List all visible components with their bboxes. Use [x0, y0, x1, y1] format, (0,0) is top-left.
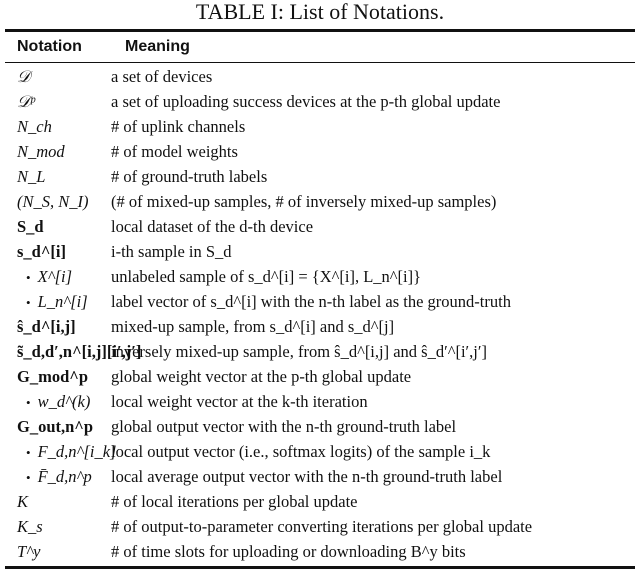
- notation-symbol: G_mod^p: [17, 366, 89, 386]
- notation-symbol: • X^[i]: [0, 267, 111, 287]
- table-row: [0, 189, 640, 214]
- table-row: [0, 114, 640, 139]
- notation-meaning: local weight vector at the k-th iteration: [111, 391, 368, 411]
- table-row: [0, 164, 640, 189]
- notation-meaning: local output vector (i.e., softmax logits) of the sample i_k: [111, 441, 491, 461]
- notation-meaning: local average output vector with the n-th ground-truth label: [111, 466, 503, 486]
- notation-meaning: # of local iterations per global update: [111, 491, 358, 511]
- notation-meaning: # of output-to-parameter converting iterations per global update: [111, 516, 533, 536]
- notation-meaning: local dataset of the d-th device: [111, 216, 314, 236]
- notation-meaning: # of time slots for uploading or downloading B^y bits: [111, 541, 466, 561]
- notation-symbol: • w_d^(k): [0, 392, 111, 412]
- notation-meaning: inversely mixed-up sample, from ŝ_d^[i,j] and ŝ_d′^[i′,j′]: [111, 341, 487, 361]
- notation-symbol: ŝ_d^[i,j]: [17, 316, 76, 336]
- table-row: [0, 339, 640, 364]
- notation-symbol: 𝒟ᵖ: [17, 91, 35, 111]
- notation-symbol: N_ch: [17, 116, 52, 136]
- notation-meaning: # of model weights: [111, 141, 238, 161]
- table-row: [0, 414, 640, 439]
- notation-symbol: S_d: [17, 216, 44, 236]
- notation-meaning: mixed-up sample, from s_d^[i] and s_d^[j]: [111, 316, 395, 336]
- notation-symbol: • L_n^[i]: [0, 292, 111, 312]
- notation-meaning: unlabeled sample of s_d^[i] = {X^[i], L_n^[i]}: [111, 266, 422, 286]
- table-row: [0, 464, 640, 489]
- notation-symbol: K: [17, 491, 29, 511]
- notation-symbol: K_s: [17, 516, 43, 536]
- table-row: [0, 214, 640, 239]
- header-meaning: Meaning: [125, 38, 190, 55]
- notation-symbol: • F̄_d,n^p: [0, 467, 111, 487]
- notation-meaning: # of uplink channels: [111, 116, 246, 136]
- table-row: [0, 64, 640, 89]
- notation-symbol: (N_S, N_I): [17, 191, 89, 211]
- table-row: [0, 314, 640, 339]
- notation-symbol: T^y: [17, 541, 41, 561]
- bottom-rule: [5, 566, 635, 569]
- table-row: [0, 89, 640, 114]
- notation-symbol: 𝒟: [17, 66, 31, 86]
- table-row: [0, 514, 640, 539]
- table-row: [0, 439, 640, 464]
- notation-symbol: N_L: [17, 166, 46, 186]
- notation-symbol: • F_d,n^[i_k]: [0, 442, 111, 462]
- notation-symbol: G_out,n^p: [17, 416, 94, 436]
- notation-table-body: [0, 64, 640, 564]
- notation-symbol: s_d^[i]: [17, 241, 67, 261]
- header-rule: [5, 62, 635, 63]
- notation-meaning: global weight vector at the p-th global update: [111, 366, 412, 386]
- notation-meaning: # of ground-truth labels: [111, 166, 268, 186]
- table-row: [0, 539, 640, 564]
- notation-meaning: a set of devices: [111, 66, 213, 86]
- table-caption: TABLE I: List of Notations.: [195, 0, 445, 24]
- table-row: [0, 139, 640, 164]
- header-notation: Notation: [17, 38, 82, 55]
- table-row: [0, 239, 640, 264]
- table-row: [0, 289, 640, 314]
- notation-meaning: (# of mixed-up samples, # of inversely mixed-up samples): [111, 191, 497, 211]
- table-row: [0, 364, 640, 389]
- table-row: [0, 489, 640, 514]
- notation-meaning: a set of uploading success devices at the p-th global update: [111, 91, 501, 111]
- notation-symbol: N_mod: [17, 141, 65, 161]
- notation-meaning: label vector of s_d^[i] with the n-th label as the ground-truth: [111, 291, 511, 311]
- table-row: [0, 389, 640, 414]
- notation-symbol: s̃_d,d′,n^[i,j][i′,j′]: [17, 341, 142, 361]
- notation-meaning: i-th sample in S_d: [111, 241, 232, 261]
- top-rule: [5, 29, 635, 32]
- table-row: [0, 264, 640, 289]
- notation-meaning: global output vector with the n-th ground-truth label: [111, 416, 457, 436]
